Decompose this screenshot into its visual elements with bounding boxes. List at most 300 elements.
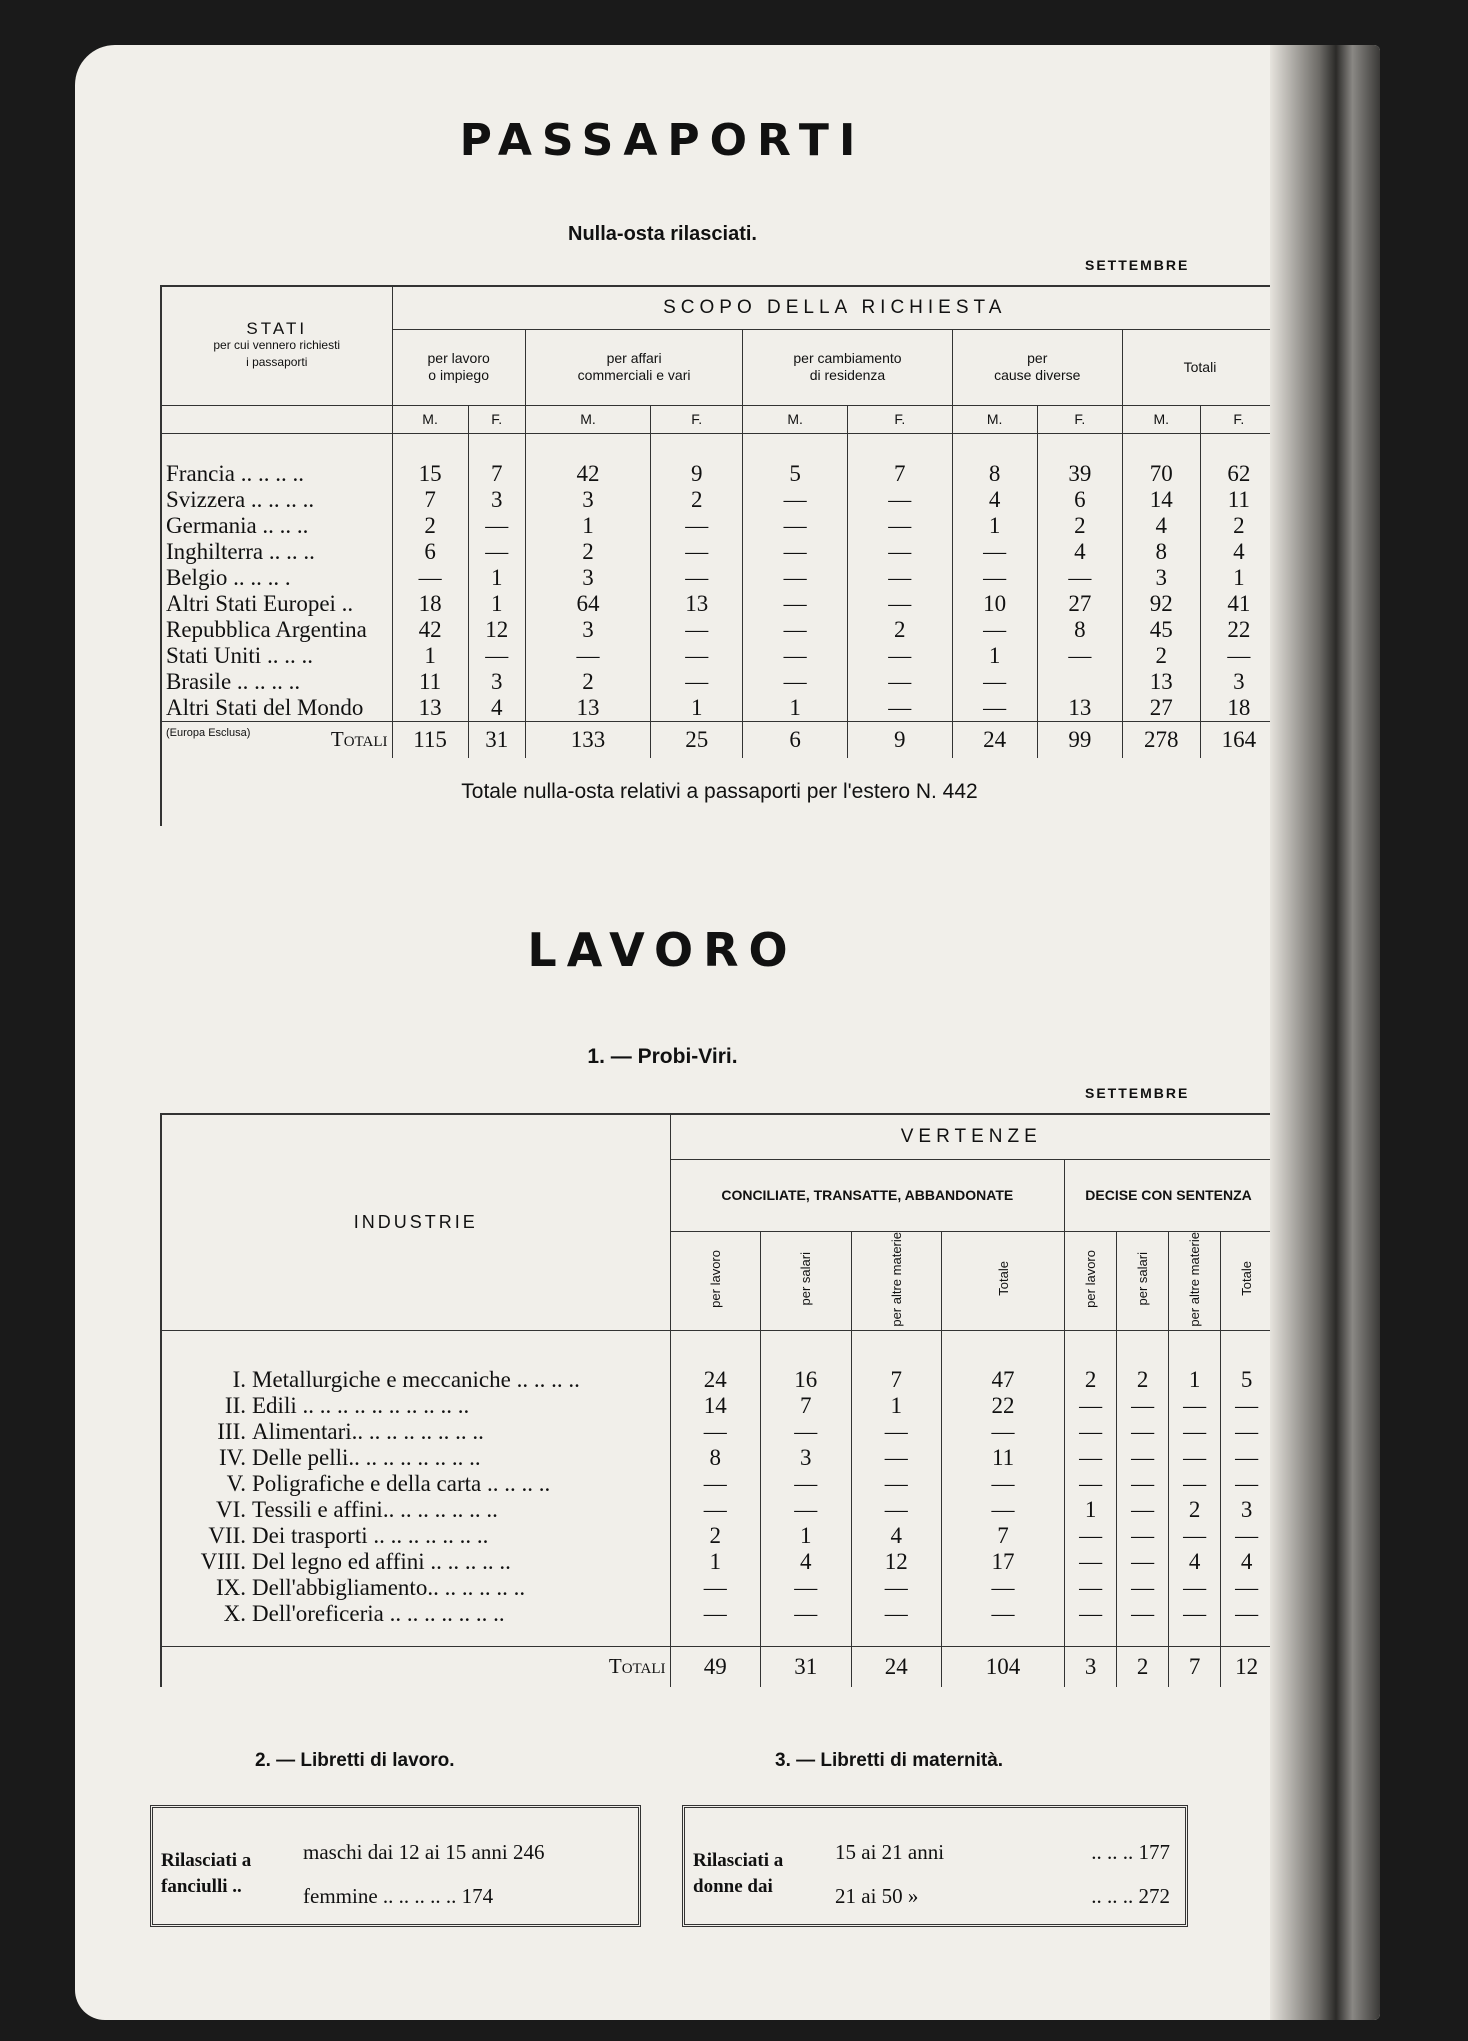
value-cell: — (651, 617, 743, 643)
libretti-maternita-row2-a: 21 ai 50 » (835, 1884, 919, 1908)
value-cell: — (1117, 1393, 1169, 1419)
group-lavoro-l2: o impiego (428, 367, 489, 383)
industry-number: III. (217, 1418, 246, 1444)
value-cell: — (847, 539, 952, 565)
state-name: Stati Uniti .. .. .. (166, 643, 313, 668)
industrie-header: INDUSTRIE (353, 1212, 478, 1233)
group-affari-l1: per affari (606, 350, 662, 366)
mf-f: F. (1200, 405, 1277, 433)
value-cell: 11 (1200, 487, 1277, 513)
passaporti-row (162, 539, 1277, 565)
value-cell: 2 (1122, 643, 1200, 669)
value-cell: 14 (1122, 487, 1200, 513)
state-name: Altri Stati del Mondo (166, 695, 364, 720)
group-affari-l2: commerciali e vari (577, 367, 691, 383)
value-cell: — (1117, 1471, 1169, 1497)
value-cell: — (651, 565, 743, 591)
value-cell: 15 (392, 461, 468, 487)
libretti-maternita-row1-a: 15 ai 21 anni (835, 1840, 945, 1864)
value-cell: — (1065, 1575, 1117, 1601)
libretti-maternita-values (835, 1830, 1170, 1918)
total-cell: 115 (392, 722, 468, 758)
value-cell: 7 (851, 1367, 942, 1393)
value-cell: 45 (1122, 617, 1200, 643)
libretti-maternita-row1 (835, 1830, 1170, 1874)
value-cell: 2 (1200, 513, 1277, 539)
value-cell: — (1221, 1523, 1272, 1549)
state-name: Altri Stati Europei .. (166, 591, 354, 616)
value-cell: — (1065, 1419, 1117, 1445)
scopo-header: SCOPO DELLA RICHIESTA (392, 287, 1277, 329)
vertenze-col-label: Totale (1239, 1261, 1255, 1297)
value-cell: 2 (1169, 1497, 1221, 1523)
industry-number: VI. (215, 1496, 246, 1522)
value-cell: 2 (1065, 1367, 1117, 1393)
value-cell: 1 (468, 591, 525, 617)
group-cause (952, 329, 1122, 405)
industry-name: Dei trasporti .. .. .. .. .. .. .. (252, 1522, 489, 1548)
value-cell: — (851, 1575, 942, 1601)
mf-f: F. (651, 405, 743, 433)
industry-cell (162, 1367, 670, 1393)
vertenze-col-header (942, 1231, 1065, 1331)
industry-cell (162, 1393, 670, 1419)
excl-note: (Europa Esclusa) (166, 727, 251, 740)
state-name: Repubblica Argentina (166, 617, 367, 642)
value-cell: 2 (651, 487, 743, 513)
libretti-maternita-label2: donne dai (693, 1876, 773, 1897)
industry-cell (162, 1445, 670, 1471)
value-cell: — (743, 669, 848, 695)
lavoro-month: SETTEMBRE (1085, 1085, 1190, 1101)
passaporti-row (162, 591, 1277, 617)
value-cell: — (743, 513, 848, 539)
value-cell: 4 (1169, 1549, 1221, 1575)
lavoro-total-cell: 49 (670, 1647, 761, 1687)
industry-cell (162, 1497, 670, 1523)
value-cell: — (525, 643, 650, 669)
industry-number: V. (226, 1470, 246, 1496)
libretti-maternita-box (682, 1805, 1188, 1927)
value-cell: — (1169, 1601, 1221, 1627)
lavoro-total-cell: 7 (1169, 1647, 1221, 1687)
value-cell: — (847, 643, 952, 669)
stati-sub1: per cui vennero richiesti (213, 338, 341, 353)
value-cell: 6 (392, 539, 468, 565)
mf-f: F. (1037, 405, 1122, 433)
value-cell: — (743, 591, 848, 617)
vertenze-col-header (851, 1231, 942, 1331)
value-cell: — (1221, 1445, 1272, 1471)
value-cell: 3 (1221, 1497, 1272, 1523)
value-cell: 1 (525, 513, 650, 539)
group-residenza-l2: di residenza (809, 367, 886, 383)
value-cell: 8 (952, 461, 1037, 487)
libretti-lavoro-row1: maschi dai 12 ai 15 anni 246 (303, 1840, 545, 1864)
group-decise: DECISE CON SENTENZA (1065, 1159, 1272, 1231)
industry-name: Alimentari.. .. .. .. .. .. .. .. (252, 1418, 484, 1444)
value-cell: 7 (942, 1523, 1065, 1549)
passaporti-totali-cell (162, 722, 392, 758)
total-cell: 278 (1122, 722, 1200, 758)
industry-cell (162, 1601, 670, 1627)
value-cell: — (1169, 1445, 1221, 1471)
value-cell: 8 (1122, 539, 1200, 565)
total-cell: 133 (525, 722, 650, 758)
passaporti-row (162, 487, 1277, 513)
value-cell: — (651, 643, 743, 669)
value-cell: 13 (651, 591, 743, 617)
lavoro-subtitle: 1. — Probi-Viri. (587, 1045, 738, 1068)
value-cell: — (952, 695, 1037, 722)
value-cell: 1 (651, 695, 743, 722)
value-cell: 42 (525, 461, 650, 487)
value-cell: — (1117, 1549, 1169, 1575)
value-cell: 16 (761, 1367, 852, 1393)
vertenze-col-header (1065, 1231, 1117, 1331)
value-cell: — (1065, 1601, 1117, 1627)
value-cell: — (1065, 1393, 1117, 1419)
lavoro-totali-label: Totali (162, 1647, 670, 1687)
passaporti-title: PASSAPORTI (459, 115, 866, 166)
value-cell: 22 (1200, 617, 1277, 643)
vertenze-col-label: per salari (798, 1252, 814, 1306)
industry-name: Metallurgiche e meccaniche .. .. .. .. (252, 1366, 580, 1392)
libretti-lavoro-row2: femmine .. .. .. .. .. 174 (303, 1884, 494, 1908)
passaporti-subtitle: Nulla-osta rilasciati. (568, 223, 757, 245)
total-cell: 164 (1200, 722, 1277, 758)
lavoro-row (162, 1549, 1272, 1575)
value-cell: — (1117, 1419, 1169, 1445)
state-name: Germania .. .. .. (166, 513, 309, 538)
value-cell: — (1065, 1445, 1117, 1471)
passaporti-row (162, 643, 1277, 669)
value-cell: 4 (952, 487, 1037, 513)
value-cell: 7 (761, 1393, 852, 1419)
state-name: Inghilterra .. .. .. (166, 539, 315, 564)
libretti-maternita-row2 (835, 1874, 1170, 1918)
value-cell: 4 (468, 695, 525, 722)
value-cell: — (942, 1419, 1065, 1445)
group-residenza (743, 329, 952, 405)
value-cell: — (743, 617, 848, 643)
value-cell: 41 (1200, 591, 1277, 617)
industry-number: II. (224, 1392, 246, 1418)
value-cell: 2 (1117, 1367, 1169, 1393)
value-cell: 4 (1221, 1549, 1272, 1575)
value-cell: 13 (1037, 695, 1122, 722)
value-cell: — (1221, 1601, 1272, 1627)
industry-number: IV. (218, 1444, 246, 1470)
value-cell: 92 (1122, 591, 1200, 617)
value-cell: 1 (851, 1393, 942, 1419)
stati-sub2: i passaporti (246, 355, 308, 370)
value-cell: — (952, 617, 1037, 643)
value-cell: — (942, 1471, 1065, 1497)
lavoro-total-cell: 3 (1065, 1647, 1117, 1687)
industry-name: Tessili e affini.. .. .. .. .. .. .. (252, 1496, 498, 1522)
value-cell: 4 (1122, 513, 1200, 539)
vertenze-col-label: per lavoro (1083, 1249, 1099, 1308)
industry-name: Del legno ed affini .. .. .. .. .. (252, 1548, 511, 1574)
value-cell: 5 (743, 461, 848, 487)
group-lavoro (392, 329, 525, 405)
value-cell: — (1117, 1523, 1169, 1549)
libretti-maternita-row1-b: .. .. .. 177 (1091, 1840, 1170, 1864)
industry-cell (162, 1523, 670, 1549)
libretti-maternita-label1: Rilasciati a (693, 1850, 784, 1871)
value-cell: 3 (1200, 669, 1277, 695)
value-cell: 3 (468, 669, 525, 695)
state-name: Svizzera .. .. .. .. (166, 487, 315, 512)
lavoro-rows (162, 1367, 1272, 1627)
value-cell: — (942, 1601, 1065, 1627)
industry-cell (162, 1419, 670, 1445)
passaporti-table (162, 287, 1277, 826)
lavoro-row (162, 1575, 1272, 1601)
value-cell: 62 (1200, 461, 1277, 487)
mf-f: F. (468, 405, 525, 433)
value-cell: — (1200, 643, 1277, 669)
value-cell: — (942, 1575, 1065, 1601)
value-cell: — (1117, 1445, 1169, 1471)
value-cell: 1 (761, 1523, 852, 1549)
value-cell: — (847, 591, 952, 617)
value-cell: — (468, 539, 525, 565)
value-cell: 13 (525, 695, 650, 722)
value-cell: — (1221, 1393, 1272, 1419)
value-cell: — (670, 1601, 761, 1627)
value-cell: 1 (1065, 1497, 1117, 1523)
passaporti-row (162, 565, 1277, 591)
value-cell: — (952, 669, 1037, 695)
value-cell: — (651, 513, 743, 539)
value-cell: 11 (942, 1445, 1065, 1471)
value-cell: 64 (525, 591, 650, 617)
value-cell: — (1169, 1471, 1221, 1497)
vertenze-col-label: per altre materie (888, 1231, 904, 1327)
value-cell: 1 (952, 643, 1037, 669)
value-cell: 11 (392, 669, 468, 695)
value-cell: — (468, 643, 525, 669)
page-edge-shadow (1270, 45, 1380, 2020)
lavoro-row (162, 1601, 1272, 1627)
value-cell: 7 (468, 461, 525, 487)
value-cell: — (847, 565, 952, 591)
value-cell: 7 (392, 487, 468, 513)
value-cell: — (1117, 1575, 1169, 1601)
lavoro-total-cell: 24 (851, 1647, 942, 1687)
value-cell: — (847, 695, 952, 722)
group-cause-l2: cause diverse (994, 367, 1081, 383)
value-cell: 1 (670, 1549, 761, 1575)
passaporti-rows (162, 461, 1277, 722)
group-conciliate: CONCILIATE, TRANSATTE, ABBANDONATE (670, 1159, 1065, 1231)
value-cell: — (1065, 1471, 1117, 1497)
industry-cell (162, 1471, 670, 1497)
value-cell: 27 (1037, 591, 1122, 617)
passaporti-row (162, 695, 1277, 722)
passaporti-footer: Totale nulla-osta relativi a passaporti per l'estero N. 442 (461, 779, 978, 803)
value-cell: — (651, 669, 743, 695)
vertenze-col-header (1117, 1231, 1169, 1331)
value-cell: — (1037, 643, 1122, 669)
industry-number: VIII. (200, 1548, 246, 1574)
value-cell: 12 (468, 617, 525, 643)
industry-name: Dell'oreficeria .. .. .. .. .. .. .. (252, 1600, 505, 1626)
value-cell: 18 (392, 591, 468, 617)
group-lavoro-l1: per lavoro (427, 350, 490, 366)
passaporti-row (162, 513, 1277, 539)
value-cell: 3 (525, 487, 650, 513)
value-cell: — (761, 1601, 852, 1627)
group-totali-l1: Totali (1183, 358, 1217, 375)
value-cell: 5 (1221, 1367, 1272, 1393)
value-cell: 2 (525, 539, 650, 565)
value-cell: — (1221, 1575, 1272, 1601)
value-cell: — (847, 669, 952, 695)
stati-header: STATI (246, 319, 308, 339)
value-cell: — (761, 1575, 852, 1601)
libretti-maternita-labels (693, 1848, 783, 1900)
value-cell: — (851, 1419, 942, 1445)
total-cell: 9 (847, 722, 952, 758)
value-cell: 1 (1169, 1367, 1221, 1393)
value-cell: 4 (1037, 539, 1122, 565)
value-cell: — (392, 565, 468, 591)
value-cell: — (761, 1497, 852, 1523)
value-cell: 3 (468, 487, 525, 513)
passaporti-month: SETTEMBRE (1085, 257, 1190, 273)
value-cell: 3 (1122, 565, 1200, 591)
value-cell: 1 (1200, 565, 1277, 591)
value-cell: 12 (851, 1549, 942, 1575)
vertenze-header: VERTENZE (670, 1115, 1272, 1159)
value-cell: 1 (392, 643, 468, 669)
stati-header-cell (162, 287, 392, 405)
value-cell: 70 (1122, 461, 1200, 487)
value-cell: 2 (525, 669, 650, 695)
industry-number: X. (223, 1600, 246, 1626)
value-cell: 3 (525, 617, 650, 643)
value-cell: — (1221, 1419, 1272, 1445)
vertenze-col-label: per altre materie (1187, 1231, 1203, 1327)
mf-m: M. (952, 405, 1037, 433)
mf-f: F. (847, 405, 952, 433)
libretti-lavoro-title: 2. — Libretti di lavoro. (255, 1750, 455, 1771)
value-cell: — (743, 539, 848, 565)
value-cell: 1 (952, 513, 1037, 539)
total-cell: 31 (468, 722, 525, 758)
value-cell: 4 (761, 1549, 852, 1575)
lavoro-table (162, 1115, 1272, 1687)
value-cell: — (761, 1419, 852, 1445)
value-cell: 9 (651, 461, 743, 487)
value-cell: — (1169, 1523, 1221, 1549)
value-cell: — (1169, 1419, 1221, 1445)
state-name: Belgio .. .. .. . (166, 565, 291, 590)
value-cell: — (1169, 1575, 1221, 1601)
lavoro-row (162, 1497, 1272, 1523)
value-cell: — (1065, 1523, 1117, 1549)
value-cell: 3 (525, 565, 650, 591)
value-cell: 1 (468, 565, 525, 591)
libretti-lavoro-label1: Rilasciati a (161, 1850, 252, 1871)
value-cell: 6 (1037, 487, 1122, 513)
value-cell: — (952, 539, 1037, 565)
industry-name: Dell'abbigliamento.. .. .. .. .. .. (252, 1574, 526, 1600)
value-cell: — (847, 513, 952, 539)
value-cell: — (670, 1497, 761, 1523)
lavoro-row (162, 1445, 1272, 1471)
value-cell: 13 (1122, 669, 1200, 695)
vertenze-col-label: Totale (995, 1261, 1011, 1297)
total-cell: 25 (651, 722, 743, 758)
value-cell: — (670, 1419, 761, 1445)
total-cell: 6 (743, 722, 848, 758)
value-cell: — (1065, 1549, 1117, 1575)
value-cell: 2 (847, 617, 952, 643)
value-cell: 8 (670, 1445, 761, 1471)
passaporti-row (162, 617, 1277, 643)
value-cell: — (952, 565, 1037, 591)
value-cell: — (1221, 1471, 1272, 1497)
value-cell: — (851, 1445, 942, 1471)
value-cell: — (743, 487, 848, 513)
value-cell: 1 (743, 695, 848, 722)
value-cell: 24 (670, 1367, 761, 1393)
value-cell: 2 (670, 1523, 761, 1549)
mf-m: M. (525, 405, 650, 433)
value-cell: 14 (670, 1393, 761, 1419)
value-cell: — (847, 487, 952, 513)
lavoro-total-cell: 31 (761, 1647, 852, 1687)
total-cell: 24 (952, 722, 1037, 758)
value-cell: — (1169, 1393, 1221, 1419)
lavoro-row (162, 1393, 1272, 1419)
lavoro-title: LAVORO (527, 923, 798, 977)
value-cell: 4 (851, 1523, 942, 1549)
value-cell: — (851, 1601, 942, 1627)
lavoro-row (162, 1367, 1272, 1393)
value-cell: — (651, 539, 743, 565)
value-cell: — (942, 1497, 1065, 1523)
group-cause-l1: per (1027, 350, 1048, 366)
libretti-lavoro-label2: fanciulli .. (161, 1876, 242, 1897)
mf-m: M. (392, 405, 468, 433)
value-cell: — (670, 1575, 761, 1601)
vertenze-col-header (1169, 1231, 1221, 1331)
vertenze-col-label: per salari (1135, 1252, 1151, 1306)
value-cell: — (468, 513, 525, 539)
lavoro-total-cell: 104 (942, 1647, 1065, 1687)
value-cell: 27 (1122, 695, 1200, 722)
lavoro-row (162, 1471, 1272, 1497)
value-cell (1037, 669, 1122, 695)
value-cell: 7 (847, 461, 952, 487)
vertenze-col-header (1221, 1231, 1272, 1331)
value-cell: 22 (942, 1393, 1065, 1419)
state-name: Francia .. .. .. .. (166, 461, 304, 486)
industry-cell (162, 1549, 670, 1575)
value-cell: — (1117, 1497, 1169, 1523)
mf-m: M. (1122, 405, 1200, 433)
total-cell: 99 (1037, 722, 1122, 758)
lavoro-table-frame (160, 1113, 1275, 1687)
value-cell: — (851, 1497, 942, 1523)
industry-name: Delle pelli.. .. .. .. .. .. .. .. (252, 1444, 481, 1470)
libretti-lavoro-labels (161, 1848, 251, 1900)
